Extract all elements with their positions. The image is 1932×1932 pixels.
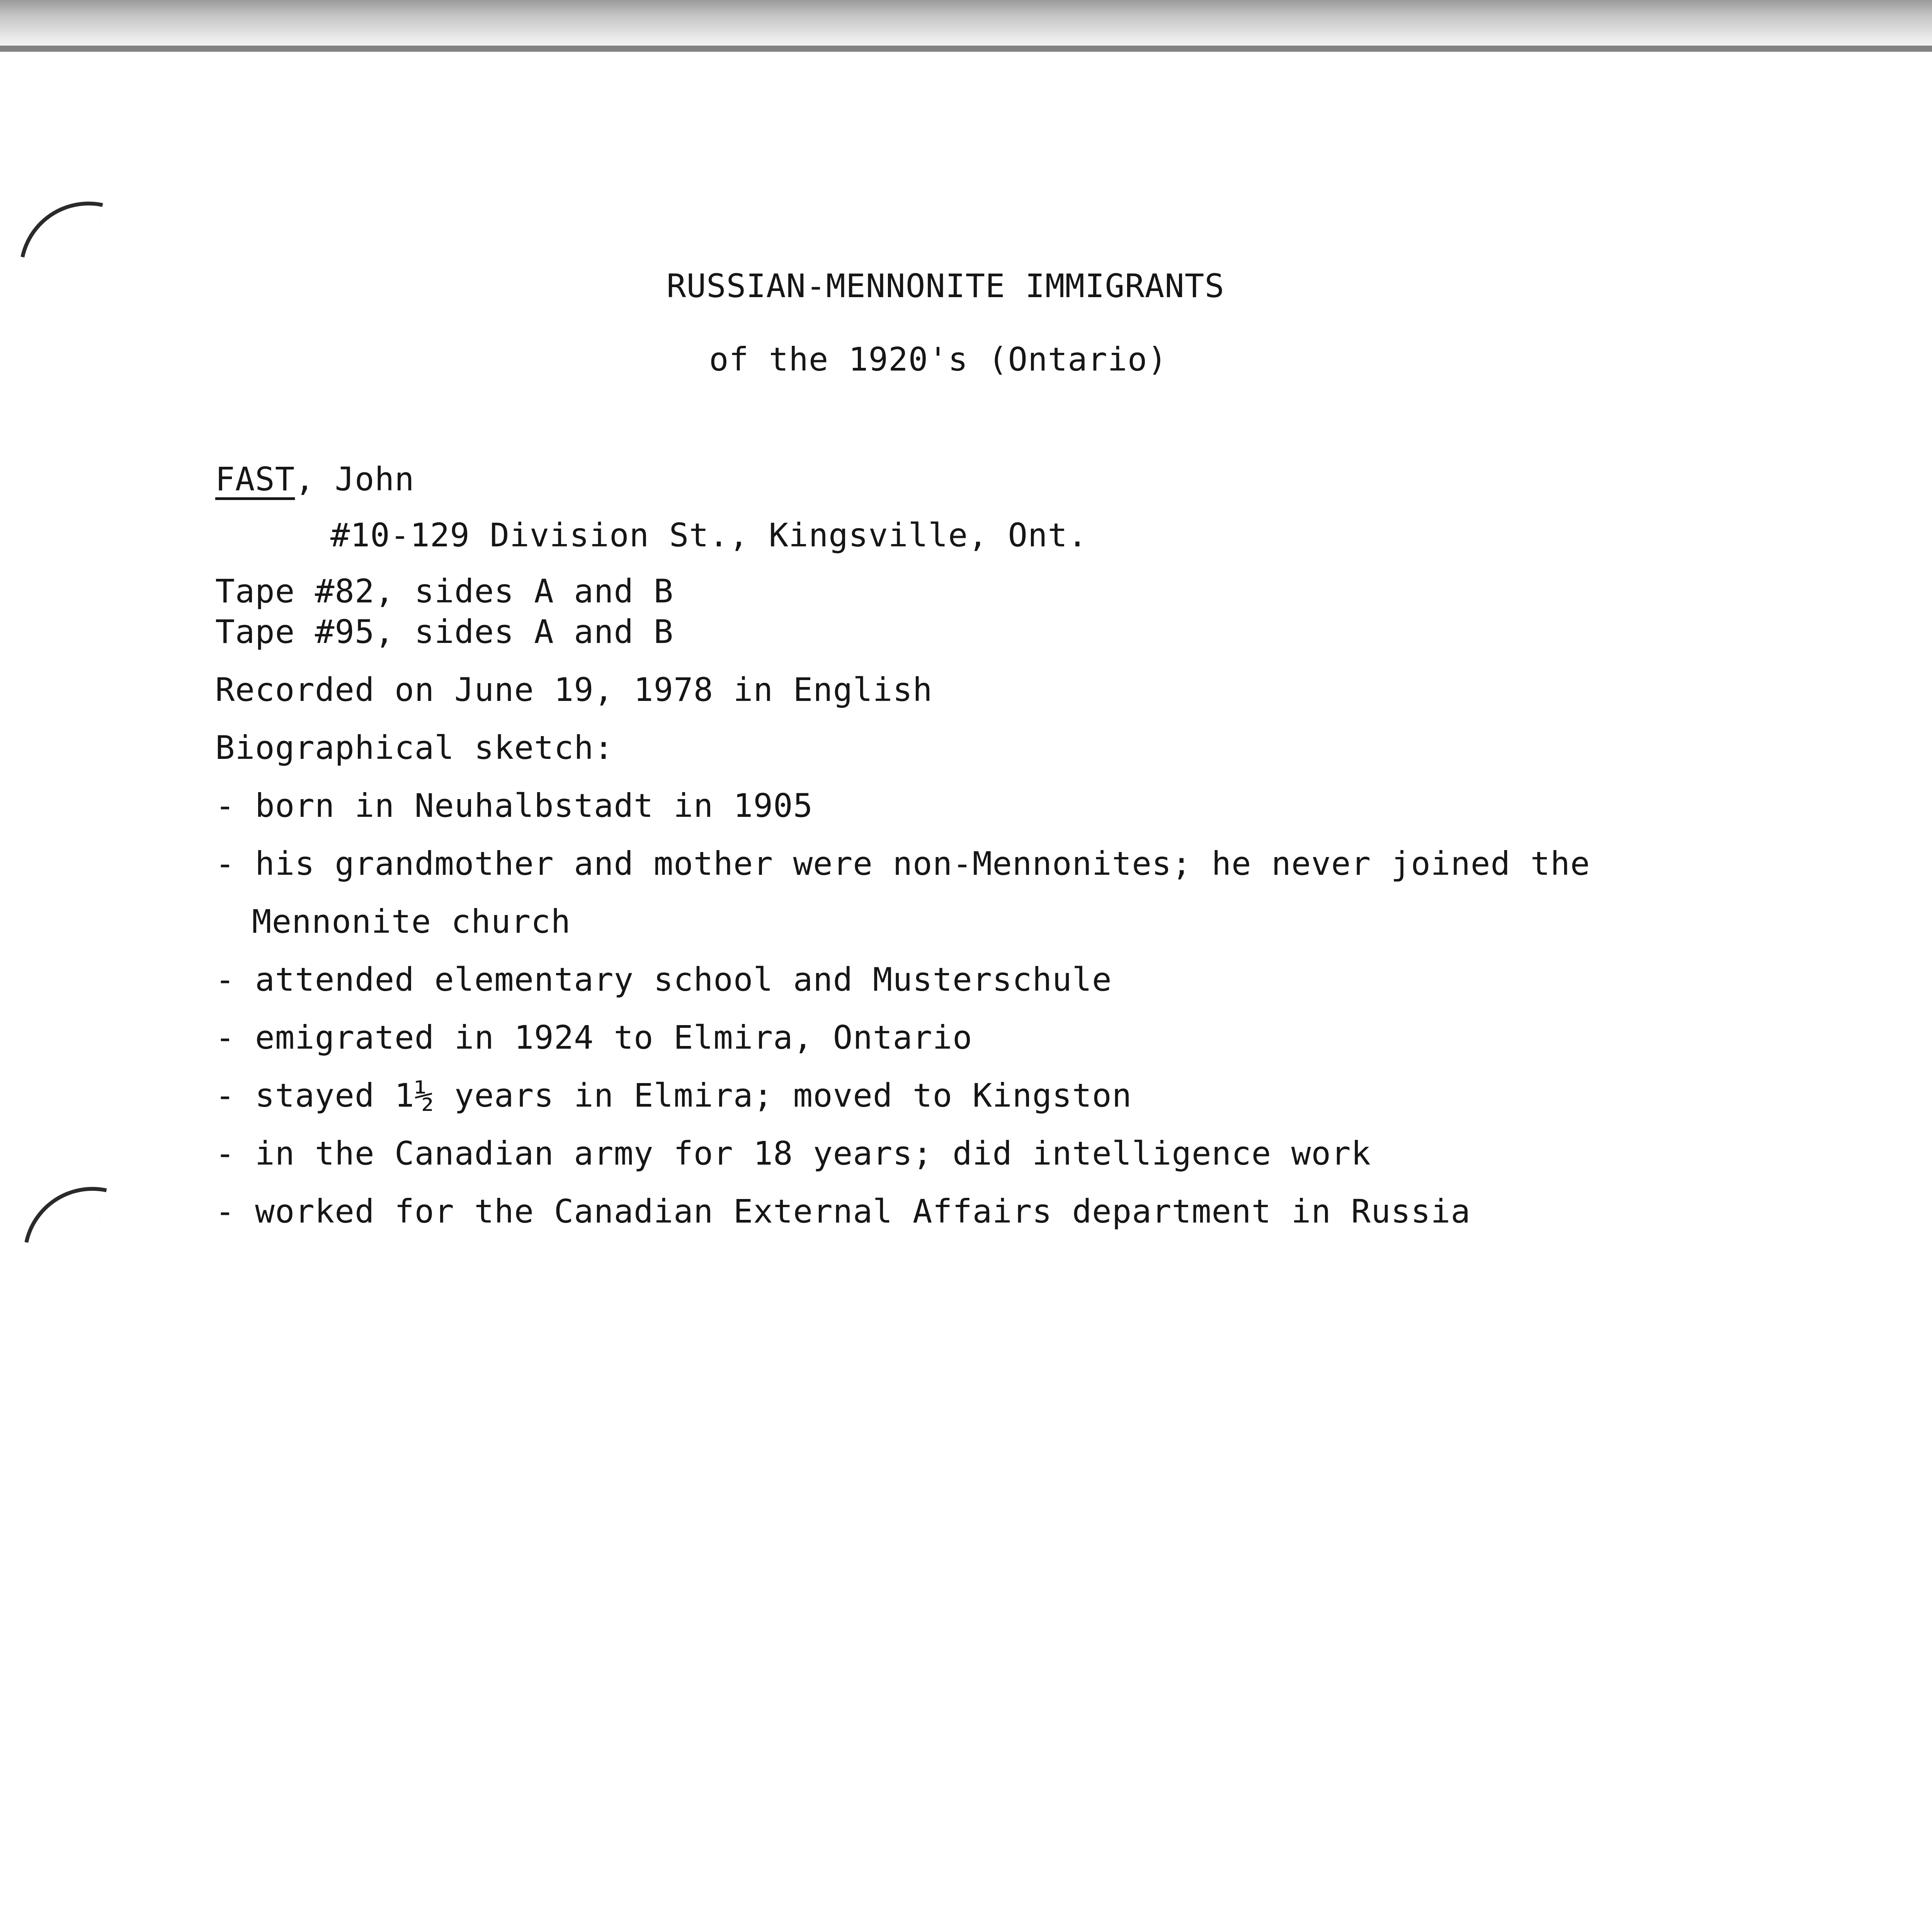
interviewee-address: #10-129 Division St., Kingsville, Ont.: [330, 516, 1088, 554]
recording-info: Recorded on June 19, 1978 in English: [215, 671, 933, 709]
bio-item: - stayed 1½ years in Elmira; moved to Kingston: [215, 1077, 1132, 1114]
document-title: RUSSIAN-MENNONITE IMMIGRANTS: [667, 267, 1225, 305]
tape-entry: Tape #82, sides A and B: [215, 572, 674, 610]
bio-item-continuation: Mennonite church: [252, 903, 571, 940]
interviewee-name: [215, 460, 415, 498]
tape-entry: Tape #95, sides A and B: [215, 613, 674, 651]
document-subtitle: of the 1920's (Ontario): [709, 340, 1168, 378]
bio-item: - born in Neuhalbstadt in 1905: [215, 787, 813, 825]
bio-heading: Biographical sketch:: [215, 729, 614, 767]
bio-item: - his grandmother and mother were non-Mennonites; he never joined the: [215, 845, 1590, 883]
bio-item: - in the Canadian army for 18 years; did intelligence work: [215, 1134, 1371, 1172]
bio-item: - attended elementary school and Musterschule: [215, 961, 1112, 998]
punch-hole-middle: [24, 1174, 107, 1256]
scan-top-border: [0, 46, 1932, 52]
bio-item: - emigrated in 1924 to Elmira, Ontario: [215, 1019, 973, 1056]
interviewee-given-name: , John: [295, 460, 415, 498]
punch-hole-top: [20, 189, 103, 271]
bio-item: - worked for the Canadian External Affairs department in Russia: [215, 1192, 1471, 1230]
interviewee-surname: FAST: [215, 460, 295, 498]
